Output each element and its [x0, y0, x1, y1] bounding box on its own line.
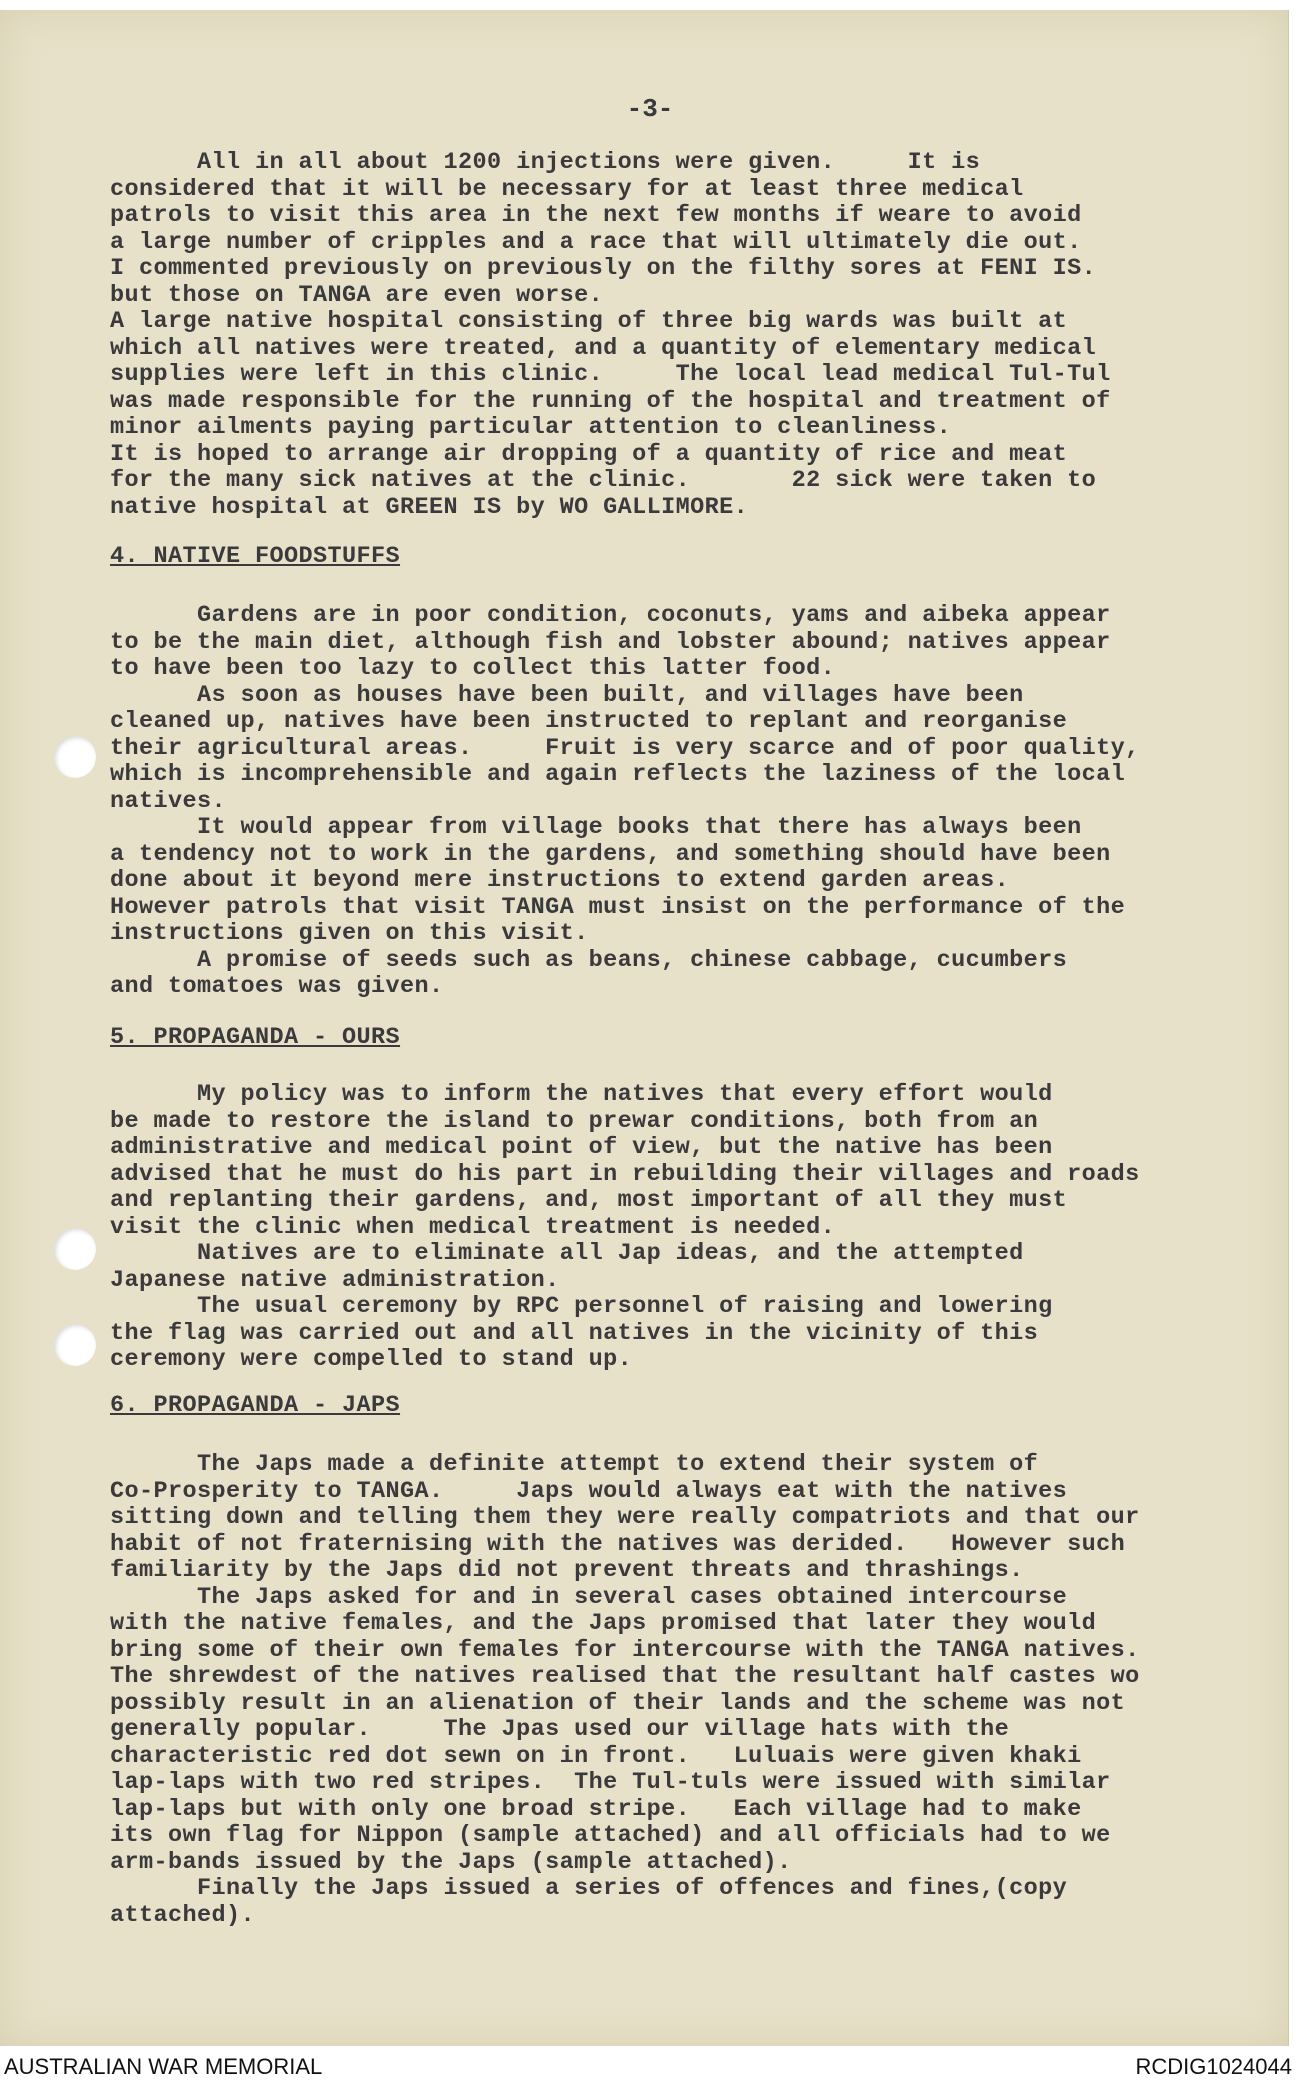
section-5-heading: 5. PROPAGANDA - OURS	[110, 1024, 401, 1051]
footer-bar	[0, 2050, 1300, 2082]
paragraph-injections: All in all about 1200 injections were given. It is considered that it will be necessary for at least three medical patrols to visit this area in the next few months if weare to avoid a large number of cripples and a race that will ultimately die out. I commented previously on previously on the filthy sores at FENI IS. but those on TANGA are even worse. A large native hospital consisting of three big wards was built at which all natives were treated, and a quantity of elementary medical supplies were left in this clinic. The local lead medical Tul-Tul was made responsible for the running of the hospital and treatment of minor ailments paying particular attention to cleanliness. It is hoped to arrange air dropping of a quantity of rice and meat for the many sick natives at the clinic. 22 sick were taken to native hospital at GREEN IS by WO GALLIMORE.	[110, 149, 1111, 521]
section-6-heading: 6. PROPAGANDA - JAPS	[110, 1392, 401, 1419]
punch-hole	[54, 1228, 96, 1270]
punch-hole	[54, 736, 96, 778]
footer-id: RCDIG1024044	[1135, 2054, 1292, 2079]
section-5-body: My policy was to inform the natives that every effort would be made to restore the island to prewar conditions, both from an administrative and medical point of view, but the native has been advised that he must do his part in rebuilding their villages and roads and replanting their gardens, and, most important of all they must visit the clinic when medical treatment is needed. Natives are to eliminate all Jap ideas, and the attempted Japanese native administration. The usual ceremony by RPC personnel of raising and lowering the flag was carried out and all natives in the vicinity of this ceremony were compelled to stand up.	[110, 1081, 1140, 1373]
punch-hole	[54, 1324, 96, 1366]
section-6-body: The Japs made a definite attempt to extend their system of Co-Prosperity to TANGA. Japs would always eat with the natives sitting down and telling them they were really compatriots and that our habit of not fraternising with the natives was derided. However such familiarity by the Japs did not prevent threats and thrashings. The Japs asked for and in several cases obtained intercourse with the native females, and the Japs promised that later they would bring some of their own females for intercourse with the TANGA natives. The shrewdest of the natives realised that the resultant half castes wo possibly result in an alienation of their lands and the scheme was not generally popular. The Jpas used our village hats with the characteristic red dot sewn on in front. Luluais were given khaki lap-laps with two red stripes. The Tul-tuls were issued with similar lap-laps but with only one broad stripe. Each village had to make its own flag for Nippon (sample attached) and all officials had to we arm-bands issued by the Japs (sample attached). Finally the Japs issued a series of offences and fines,(copy attached).	[110, 1451, 1140, 1929]
footer-source: AUSTRALIAN WAR MEMORIAL	[4, 2054, 323, 2079]
section-4-heading: 4. NATIVE FOODSTUFFS	[110, 543, 401, 570]
section-4-body: Gardens are in poor condition, coconuts, yams and aibeka appear to be the main diet, although fish and lobster abound; natives appear to have been too lazy to collect this latter food. As soon as houses have been built, and villages have been cleaned up, natives have been instructed to replant and reorganise their agricultural areas. Fruit is very scarce and of poor quality, which is incomprehensible and again reflects the laziness of the local natives. It would appear from village books that there has always been a tendency not to work in the gardens, and something should have been done about it beyond mere instructions to extend garden areas. However patrols that visit TANGA must insist on the performance of the instructions given on this visit. A promise of seeds such as beans, chinese cabbage, cucumbers and tomatoes was given.	[110, 602, 1140, 1000]
page-number: -3-	[626, 94, 674, 124]
